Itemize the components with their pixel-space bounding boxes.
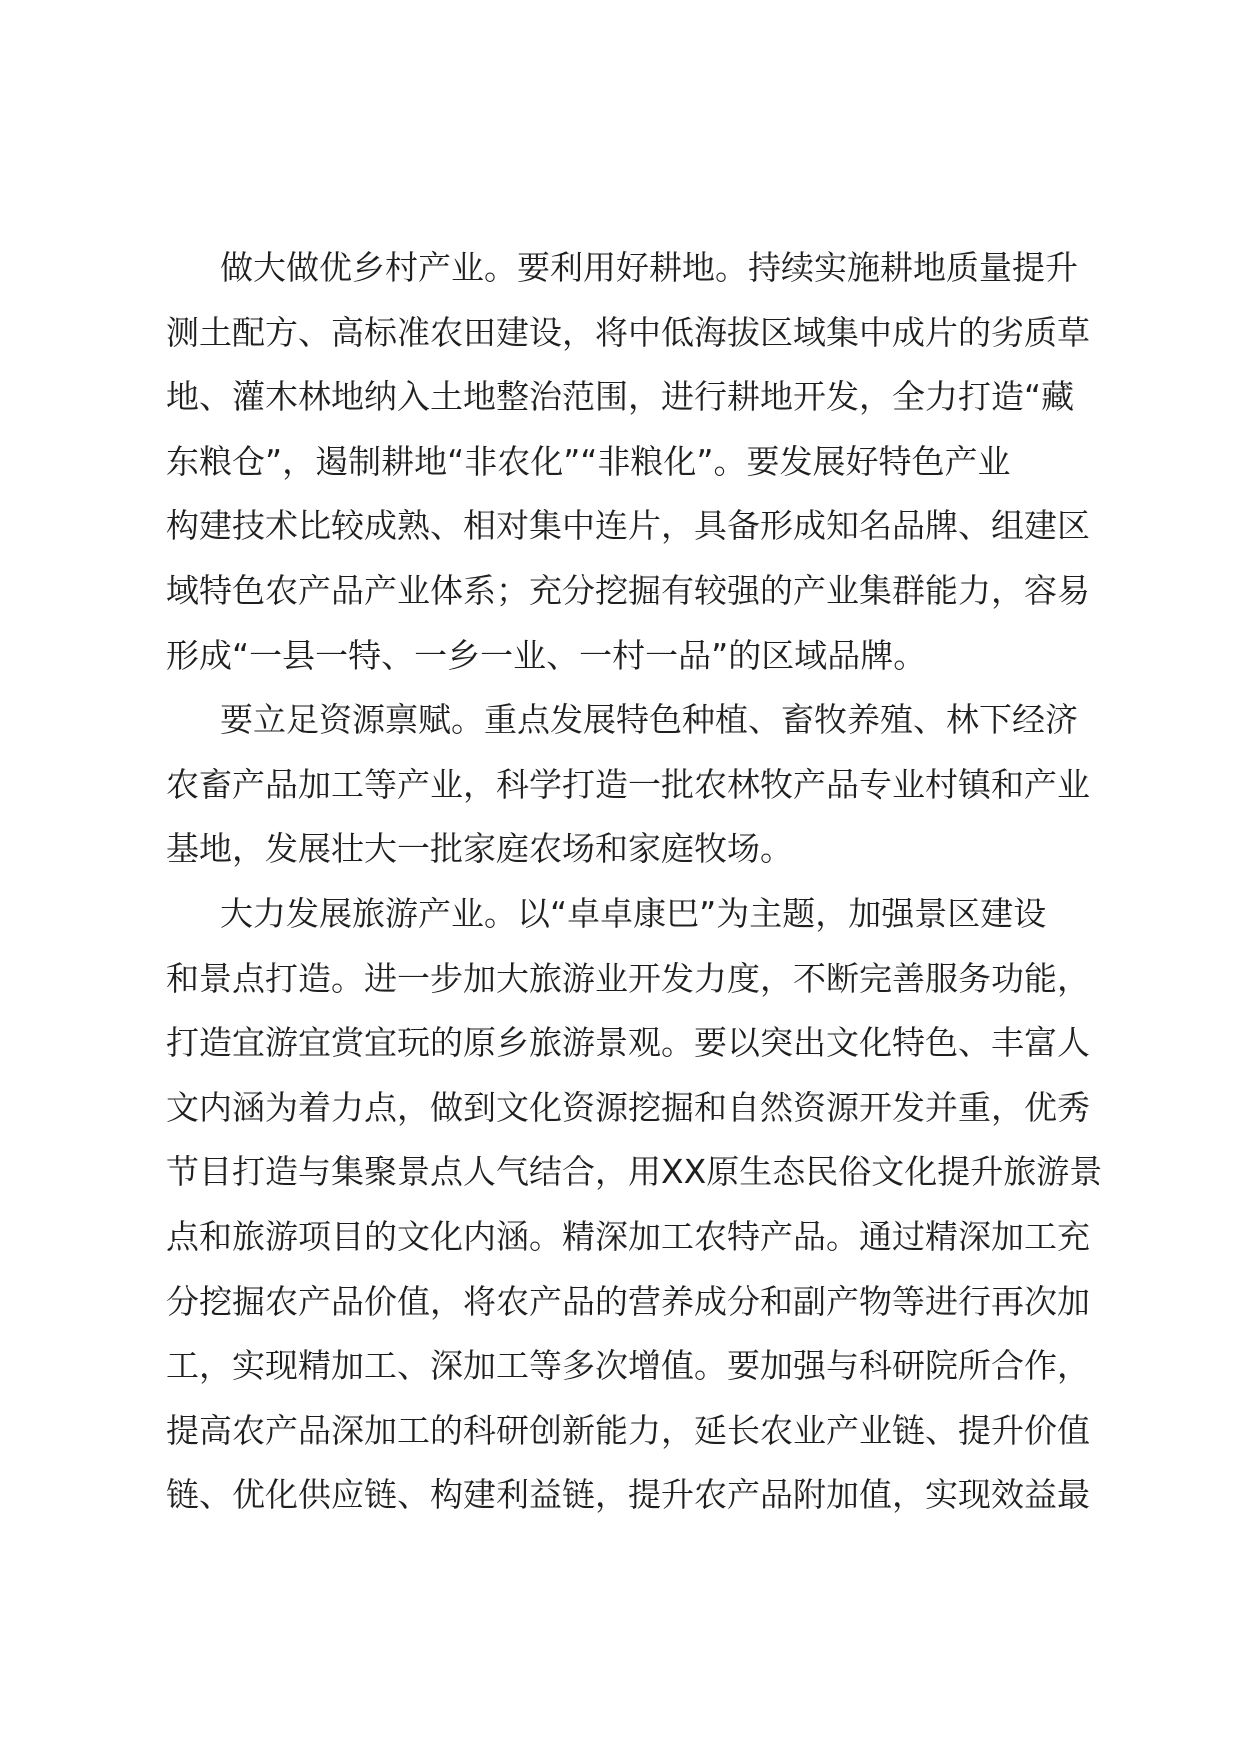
paragraph-line: 提高农产品深加工的科研创新能力，延长农业产业链、提升价值	[166, 1410, 1090, 1450]
paragraph-line: 地、灌木林地纳入土地整治范围，进行耕地开发，全力打造“藏	[166, 377, 1075, 417]
paragraph-line: 点和旅游项目的文化内涵。精深加工农特产品。通过精深加工充	[166, 1216, 1090, 1256]
paragraph-line: 形成“一县一特、一乡一业、一村一品”的区域品牌。	[166, 635, 927, 675]
document-body	[166, 236, 1106, 1528]
paragraph-line: 域特色农产品产业体系；充分挖掘有较强的产业集群能力，容易	[166, 570, 1090, 610]
paragraph-line: 节目打造与集聚景点人气结合，用XX原生态民俗文化提升旅游景	[166, 1152, 1103, 1192]
paragraph-line: 要立足资源禀赋。重点发展特色种植、畜牧养殖、林下经济	[220, 700, 1078, 740]
paragraph-line: 分挖掘农产品价值，将农产品的营养成分和副产物等进行再次加	[166, 1281, 1090, 1321]
paragraph-line: 链、优化供应链、构建利益链，提升农产品附加值，实现效益最	[166, 1475, 1090, 1515]
paragraph-line: 构建技术比较成熟、相对集中连片，具备形成知名品牌、组建区	[166, 506, 1090, 546]
paragraph-line: 大力发展旅游产业。以“卓卓康巴”为主题，加强景区建设	[220, 893, 1047, 933]
paragraph-line: 文内涵为着力点，做到文化资源挖掘和自然资源开发并重，优秀	[166, 1087, 1090, 1127]
paragraph-line: 工，实现精加工、深加工等多次增值。要加强与科研院所合作，	[166, 1346, 1090, 1386]
paragraph-line: 和景点打造。进一步加大旅游业开发力度，不断完善服务功能，	[166, 958, 1090, 998]
paragraph-line: 东粮仓”，遏制耕地“非农化”“非粮化”。要发展好特色产业	[166, 441, 1011, 481]
paragraph-line: 做大做优乡村产业。要利用好耕地。持续实施耕地质量提升	[220, 248, 1078, 287]
paragraph-line: 农畜产品加工等产业，科学打造一批农林牧产品专业村镇和产业	[166, 764, 1090, 804]
paragraph-line: 测土配方、高标准农田建设，将中低海拔区域集中成片的劣质草	[166, 312, 1090, 352]
paragraph-line: 打造宜游宜赏宜玩的原乡旅游景观。要以突出文化特色、丰富人	[166, 1023, 1090, 1063]
paragraph-line: 基地，发展壮大一批家庭农场和家庭牧场。	[166, 829, 793, 869]
